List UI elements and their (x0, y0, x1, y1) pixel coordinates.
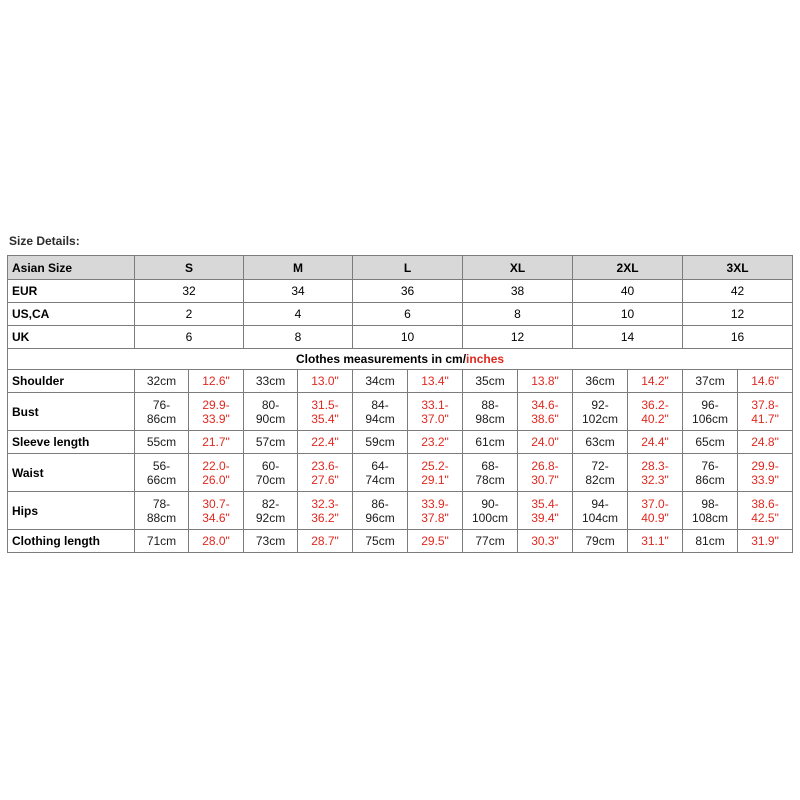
measurement-label: Bust (8, 393, 135, 431)
measurement-cm: 36cm (573, 370, 628, 393)
measurement-inches: 35.4- 39.4" (518, 492, 573, 530)
size-header-l: L (353, 256, 463, 280)
conversion-row (8, 326, 793, 349)
measurement-inches: 32.3- 36.2" (298, 492, 353, 530)
measurement-cm: 33cm (244, 370, 298, 393)
size-header-xl: XL (463, 256, 573, 280)
measurement-cm: 35cm (463, 370, 518, 393)
measurement-inches: 28.0" (189, 530, 244, 553)
measurement-cm: 61cm (463, 431, 518, 454)
conversion-value: 2 (135, 303, 244, 326)
measurement-inches: 24.8" (738, 431, 793, 454)
conversion-value: 6 (135, 326, 244, 349)
measurement-cm: 92- 102cm (573, 393, 628, 431)
conversion-label: US,CA (8, 303, 135, 326)
conversion-label: EUR (8, 280, 135, 303)
conversion-value: 32 (135, 280, 244, 303)
measurement-inches: 13.4" (408, 370, 463, 393)
measurement-section-row (8, 349, 793, 370)
measurement-label: Sleeve length (8, 431, 135, 454)
measurement-cm: 79cm (573, 530, 628, 553)
measurement-cm: 77cm (463, 530, 518, 553)
conversion-value: 36 (353, 280, 463, 303)
size-header-m: M (244, 256, 353, 280)
measurement-label: Waist (8, 454, 135, 492)
measurement-cm: 32cm (135, 370, 189, 393)
conversion-value: 38 (463, 280, 573, 303)
measurement-cm: 60- 70cm (244, 454, 298, 492)
measurement-cm: 71cm (135, 530, 189, 553)
measurement-row (8, 370, 793, 393)
conversion-value: 4 (244, 303, 353, 326)
measurement-inches: 34.6- 38.6" (518, 393, 573, 431)
conversion-value: 40 (573, 280, 683, 303)
size-header-s: S (135, 256, 244, 280)
conversion-value: 42 (683, 280, 793, 303)
measurement-inches: 28.7" (298, 530, 353, 553)
conversion-label: UK (8, 326, 135, 349)
measurement-cm: 65cm (683, 431, 738, 454)
measurement-inches: 24.0" (518, 431, 573, 454)
measurement-cm: 34cm (353, 370, 408, 393)
measurement-cm: 81cm (683, 530, 738, 553)
conversion-value: 12 (463, 326, 573, 349)
conversion-value: 10 (573, 303, 683, 326)
measurement-inches: 23.6- 27.6" (298, 454, 353, 492)
measurement-cm: 72- 82cm (573, 454, 628, 492)
section-heading-text: Clothes measurements in cm/ (295, 352, 467, 366)
measurement-cm: 76- 86cm (135, 393, 189, 431)
measurement-cm: 88- 98cm (463, 393, 518, 431)
size-header-3xl: 3XL (683, 256, 793, 280)
measurement-cm: 78- 88cm (135, 492, 189, 530)
measurement-inches: 14.6" (738, 370, 793, 393)
measurement-inches: 24.4" (628, 431, 683, 454)
measurement-inches: 23.2" (408, 431, 463, 454)
measurement-inches: 22.4" (298, 431, 353, 454)
measurement-inches: 28.3- 32.3" (628, 454, 683, 492)
measurement-cm: 56- 66cm (135, 454, 189, 492)
conversion-value: 8 (463, 303, 573, 326)
measurement-label: Shoulder (8, 370, 135, 393)
conversion-value: 34 (244, 280, 353, 303)
measurement-label: Clothing length (8, 530, 135, 553)
measurement-inches: 29.9- 33.9" (738, 454, 793, 492)
size-header-row (8, 256, 793, 280)
measurement-cm: 55cm (135, 431, 189, 454)
measurement-cm: 98- 108cm (683, 492, 738, 530)
measurement-cm: 68- 78cm (463, 454, 518, 492)
measurement-inches: 26.8- 30.7" (518, 454, 573, 492)
measurement-inches: 37.8- 41.7" (738, 393, 793, 431)
measurement-inches: 14.2" (628, 370, 683, 393)
conversion-value: 12 (683, 303, 793, 326)
measurement-inches: 13.8" (518, 370, 573, 393)
conversion-row (8, 303, 793, 326)
measurement-inches: 38.6- 42.5" (738, 492, 793, 530)
measurement-inches: 36.2- 40.2" (628, 393, 683, 431)
measurement-row (8, 530, 793, 553)
measurement-cm: 59cm (353, 431, 408, 454)
measurement-inches: 25.2- 29.1" (408, 454, 463, 492)
measurement-cm: 75cm (353, 530, 408, 553)
measurement-cm: 64- 74cm (353, 454, 408, 492)
measurement-cm: 84- 94cm (353, 393, 408, 431)
measurement-inches: 22.0- 26.0" (189, 454, 244, 492)
size-header-2xl: 2XL (573, 256, 683, 280)
measurement-inches: 21.7" (189, 431, 244, 454)
conversion-value: 8 (244, 326, 353, 349)
size-chart-body (8, 256, 793, 553)
measurement-inches: 29.5" (408, 530, 463, 553)
measurement-cm: 86- 96cm (353, 492, 408, 530)
conversion-value: 16 (683, 326, 793, 349)
measurement-row (8, 393, 793, 431)
measurement-row (8, 492, 793, 530)
measurement-inches: 33.9- 37.8" (408, 492, 463, 530)
conversion-value: 6 (353, 303, 463, 326)
measurement-cm: 82- 92cm (244, 492, 298, 530)
measurement-inches: 37.0- 40.9" (628, 492, 683, 530)
section-heading-inches: inches (466, 352, 505, 366)
conversion-value: 14 (573, 326, 683, 349)
measurement-inches: 31.9" (738, 530, 793, 553)
measurement-cm: 96- 106cm (683, 393, 738, 431)
measurement-cm: 94- 104cm (573, 492, 628, 530)
size-chart-table (7, 255, 793, 553)
measurement-inches: 30.3" (518, 530, 573, 553)
measurement-inches: 31.5- 35.4" (298, 393, 353, 431)
measurement-cm: 76- 86cm (683, 454, 738, 492)
measurement-inches: 30.7- 34.6" (189, 492, 244, 530)
measurement-inches: 29.9- 33.9" (189, 393, 244, 431)
measurement-cm: 90- 100cm (463, 492, 518, 530)
measurement-section-heading (8, 349, 793, 370)
measurement-cm: 57cm (244, 431, 298, 454)
measurement-row (8, 431, 793, 454)
measurement-inches: 33.1- 37.0" (408, 393, 463, 431)
size-details-title: Size Details: (9, 234, 80, 248)
measurement-cm: 80- 90cm (244, 393, 298, 431)
measurement-inches: 12.6" (189, 370, 244, 393)
measurement-cm: 37cm (683, 370, 738, 393)
conversion-row (8, 280, 793, 303)
measurement-row (8, 454, 793, 492)
conversion-value: 10 (353, 326, 463, 349)
measurement-cm: 63cm (573, 431, 628, 454)
header-label: Asian Size (8, 256, 135, 280)
measurement-inches: 13.0" (298, 370, 353, 393)
measurement-inches: 31.1" (628, 530, 683, 553)
measurement-cm: 73cm (244, 530, 298, 553)
measurement-label: Hips (8, 492, 135, 530)
